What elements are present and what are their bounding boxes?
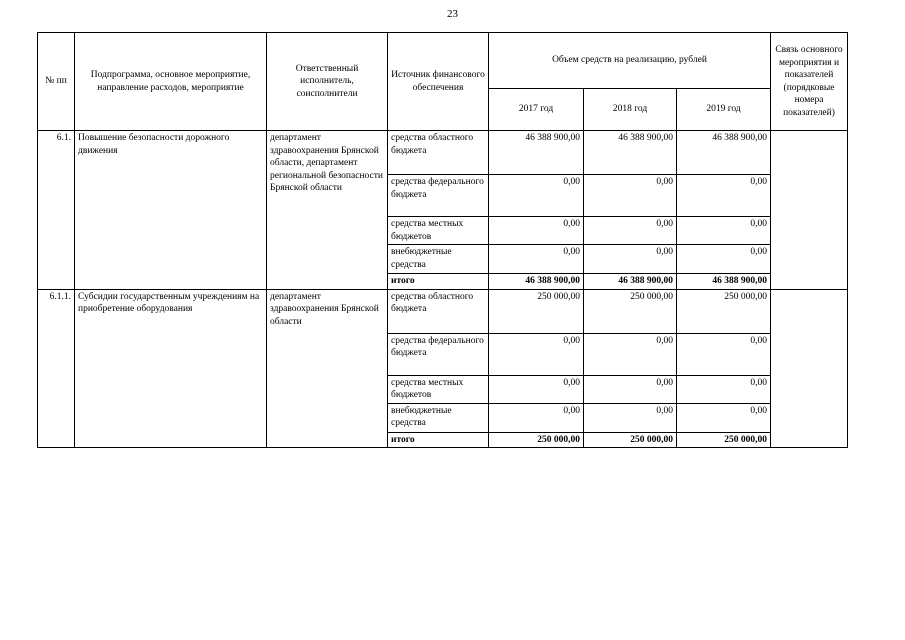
row-executor: департамент здравоохранения Брянской области (267, 289, 388, 448)
row-num: 6.1.1. (38, 289, 75, 448)
value-2017: 0,00 (489, 375, 584, 403)
value-2019: 250 000,00 (677, 289, 771, 333)
row-link (771, 289, 848, 448)
header-num: № пп (38, 33, 75, 131)
value-2017: 250 000,00 (489, 432, 584, 448)
value-2018: 0,00 (584, 245, 677, 274)
value-2017: 0,00 (489, 175, 584, 217)
header-year-2017: 2017 год (489, 89, 584, 131)
value-2017: 46 388 900,00 (489, 274, 584, 290)
value-2019: 0,00 (677, 333, 771, 375)
value-2019: 0,00 (677, 217, 771, 245)
value-2017: 250 000,00 (489, 289, 584, 333)
row-source: средства областного бюджета (388, 131, 489, 175)
row-link (771, 131, 848, 290)
value-2019: 0,00 (677, 245, 771, 274)
header-source: Источник финансового обеспечения (388, 33, 489, 131)
value-2019: 250 000,00 (677, 432, 771, 448)
row-source: средства местных бюджетов (388, 375, 489, 403)
row-source: средства федерального бюджета (388, 333, 489, 375)
header-volume: Объем средств на реализацию, рублей (489, 33, 771, 89)
value-2017: 0,00 (489, 217, 584, 245)
row-source: внебюджетные средства (388, 245, 489, 274)
value-2018: 0,00 (584, 333, 677, 375)
value-2018: 46 388 900,00 (584, 131, 677, 175)
value-2018: 250 000,00 (584, 432, 677, 448)
header-program: Подпрограмма, основное мероприятие, направление расходов, мероприятие (75, 33, 267, 131)
row-num: 6.1. (38, 131, 75, 290)
value-2018: 250 000,00 (584, 289, 677, 333)
row-source: средства федерального бюджета (388, 175, 489, 217)
row-executor: департамент здравоохранения Брянской области, департамент региональной безопасности Брянской области (267, 131, 388, 290)
table-row (38, 131, 848, 175)
value-2017: 0,00 (489, 403, 584, 432)
value-2018: 46 388 900,00 (584, 274, 677, 290)
value-2018: 0,00 (584, 217, 677, 245)
value-2017: 46 388 900,00 (489, 131, 584, 175)
header-year-2018: 2018 год (584, 89, 677, 131)
budget-table (37, 32, 848, 448)
value-2017: 0,00 (489, 245, 584, 274)
value-2018: 0,00 (584, 175, 677, 217)
value-2019: 46 388 900,00 (677, 131, 771, 175)
page-number: 23 (447, 8, 458, 20)
row-source: итого (388, 274, 489, 290)
row-program: Субсидии государственным учреждениям на приобретение оборудования (75, 289, 267, 448)
header-executor: Ответственный исполнитель, соисполнители (267, 33, 388, 131)
header-link: Связь основного мероприятия и показателей (порядковые номера показателей) (771, 33, 848, 131)
value-2019: 0,00 (677, 375, 771, 403)
value-2018: 0,00 (584, 403, 677, 432)
row-source: средства местных бюджетов (388, 217, 489, 245)
value-2019: 0,00 (677, 403, 771, 432)
row-program: Повышение безопасности дорожного движения (75, 131, 267, 290)
row-source: итого (388, 432, 489, 448)
value-2019: 46 388 900,00 (677, 274, 771, 290)
value-2019: 0,00 (677, 175, 771, 217)
row-source: внебюджетные средства (388, 403, 489, 432)
value-2018: 0,00 (584, 375, 677, 403)
table-row (38, 289, 848, 333)
header-year-2019: 2019 год (677, 89, 771, 131)
row-source: средства областного бюджета (388, 289, 489, 333)
value-2017: 0,00 (489, 333, 584, 375)
